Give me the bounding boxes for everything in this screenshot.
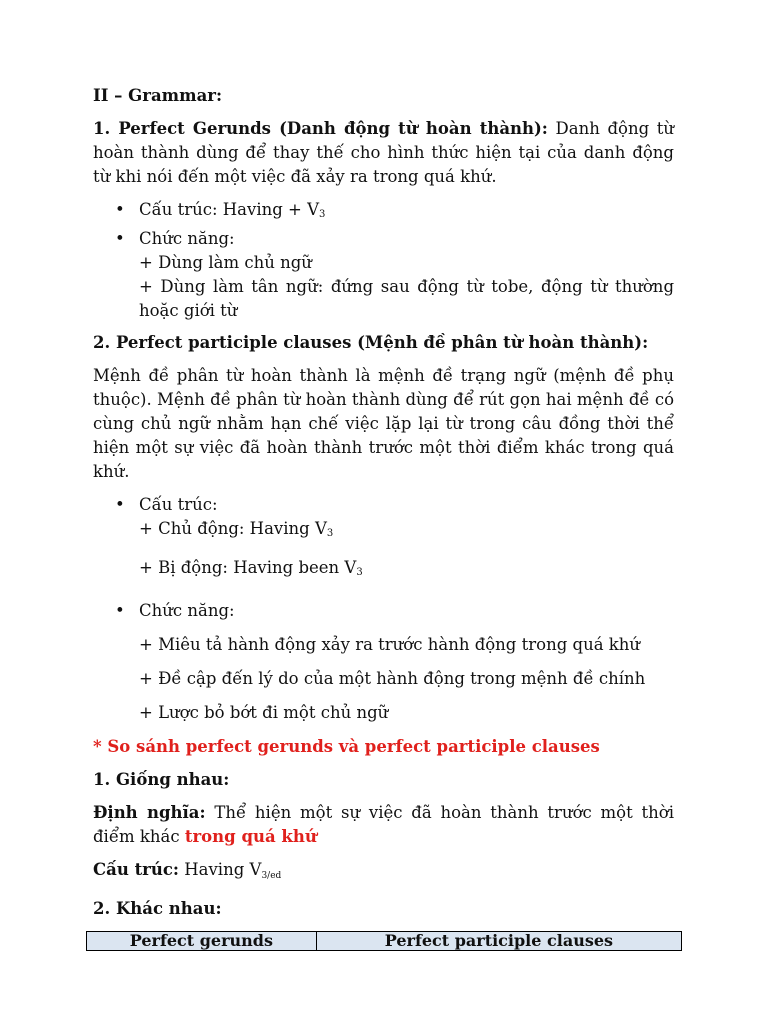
similarities-heading: 1. Giống nhau: <box>93 770 230 789</box>
subscript: 3 <box>319 209 326 220</box>
comparison-title: * So sánh perfect gerunds và perfect participle clauses <box>93 737 600 756</box>
passive-form: + Bị động: Having been $V_3$ <box>139 558 363 578</box>
function-item: + Đề cập đến lý do của một hành động trong mệnh đề chính <box>139 669 646 688</box>
subscript: 3 <box>356 567 363 578</box>
perfect-gerunds-list <box>93 198 674 323</box>
structure-label: Cấu trúc: <box>93 860 180 879</box>
table-header-row <box>87 932 682 951</box>
subscript: 3/ed <box>261 871 282 881</box>
definition-highlight: trong quá khứ <box>184 827 317 846</box>
subscript: 3 <box>326 528 334 539</box>
function-item: + Dùng làm tân ngữ: đứng sau động từ tobe, động từ thường hoặc giới từ <box>139 277 674 320</box>
list-item <box>93 493 674 585</box>
section-heading: II – Grammar: <box>93 86 223 105</box>
function-label: Chức năng: <box>139 229 235 248</box>
perfect-participle-structure-list <box>93 493 674 585</box>
definition-label: Định nghĩa: <box>93 803 206 822</box>
perfect-gerunds-description: Danh động từ hoàn thành dùng để thay thế cho hình thức hiện tại của danh động từ khi nói đến một việc đã xảy ra trong quá khứ. <box>93 119 674 186</box>
perfect-participle-title: 2. Perfect participle clauses (Mệnh đề phân từ hoàn thành): <box>93 333 649 352</box>
comparison-title-paragraph <box>93 735 674 759</box>
function-item: + Dùng làm chủ ngữ <box>139 253 312 272</box>
document-body <box>93 84 674 951</box>
perfect-participle-description: Mệnh đề phân từ hoàn thành là mệnh đề trạng ngữ (mệnh đề phụ thuộc). Mệnh đề phân từ hoàn thành dùng để rút gọn hai mệnh đề có cùng chủ ngữ nhằm hạn chế việc lặp lại từ trong câu đồng thời thể hiện một sự việc đã hoàn thành trước một thời điểm khác trong quá khứ. <box>93 366 674 481</box>
table-header-cell: Perfect participle clauses <box>316 932 681 951</box>
list-item <box>93 227 674 323</box>
function-label: Chức năng: <box>139 601 235 620</box>
active-form: + Chủ động: Having $V_3$ <box>139 519 334 539</box>
similarities-heading-paragraph <box>93 768 674 792</box>
definition-text: Thể hiện một sự việc đã hoàn thành trước một thời điểm khác <box>93 803 675 846</box>
comparison-table <box>86 931 682 951</box>
structure-paragraph <box>93 858 674 888</box>
perfect-participle-function-list <box>93 599 674 725</box>
function-item: + Miêu tả hành động xảy ra trước hành động trong quá khứ <box>139 635 641 654</box>
structure-text: Having V <box>179 860 262 879</box>
differences-heading-paragraph <box>93 897 674 921</box>
definition-paragraph <box>93 801 674 849</box>
structure-label: Cấu trúc: <box>139 495 218 514</box>
list-item <box>93 599 674 725</box>
list-item <box>93 198 674 227</box>
perfect-participle-title-paragraph <box>93 331 674 355</box>
differences-heading: 2. Khác nhau: <box>93 899 222 918</box>
perfect-gerunds-paragraph <box>93 117 674 189</box>
function-item: + Lược bỏ bớt đi một chủ ngữ <box>139 703 389 722</box>
table-header-cell: Perfect gerunds <box>87 932 317 951</box>
perfect-gerunds-title: 1. Perfect Gerunds (Danh động từ hoàn thành): <box>93 119 548 138</box>
structure-label: Cấu trúc: Having + V <box>139 200 320 219</box>
